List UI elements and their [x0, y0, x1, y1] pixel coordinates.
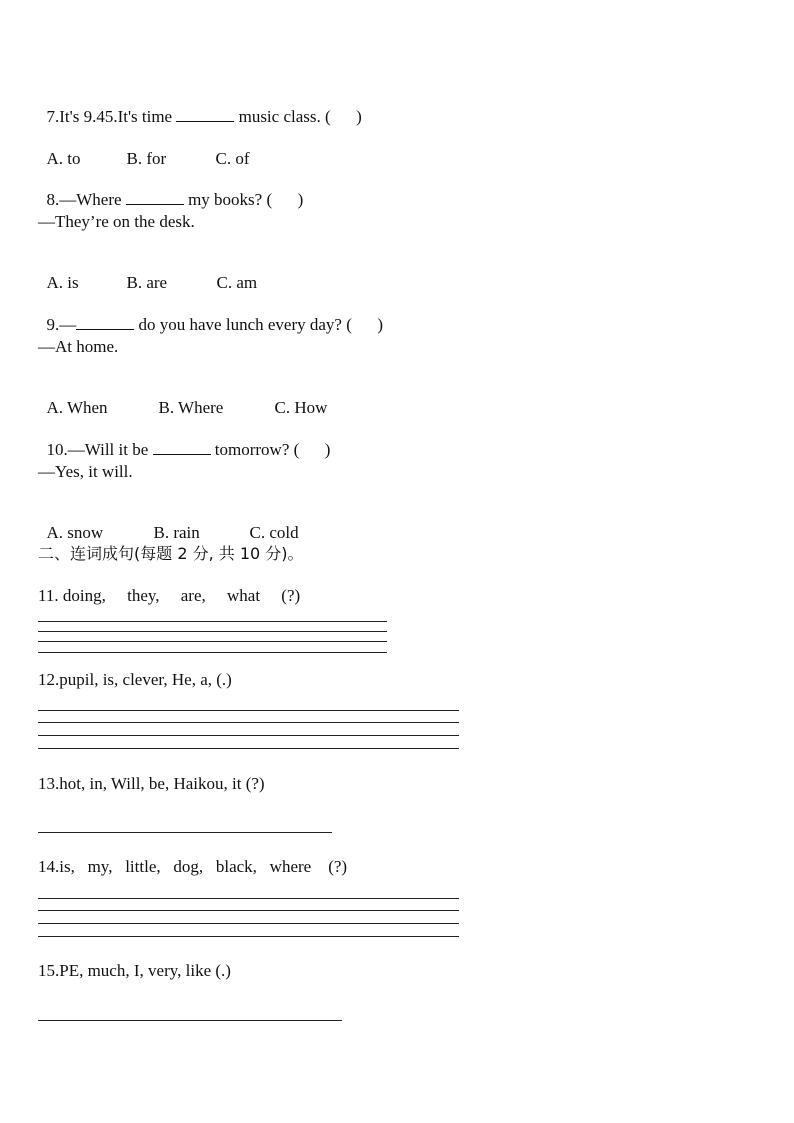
q7-option-b[interactable]: B. for — [126, 149, 167, 168]
answer-line[interactable] — [38, 641, 387, 642]
q9-option-b[interactable]: B. Where — [158, 398, 224, 417]
q8-option-a[interactable]: A. is — [46, 273, 79, 292]
answer-line[interactable] — [38, 748, 459, 749]
q10-prefix: 10.—Will it be — [46, 440, 153, 459]
q8-options — [38, 253, 257, 293]
q10-answer: —Yes, it will. — [38, 462, 133, 481]
question-15: 15.PE, much, I, very, like (.) — [38, 961, 231, 980]
answer-line[interactable] — [38, 735, 459, 736]
q8-answer: —They’re on the desk. — [38, 212, 195, 231]
question-12: 12.pupil, is, clever, He, a, (.) — [38, 670, 232, 689]
answer-line[interactable] — [38, 710, 459, 711]
answer-line[interactable] — [38, 652, 387, 653]
answer-line[interactable] — [38, 898, 459, 899]
q8-option-c[interactable]: C. am — [216, 273, 258, 292]
q9-answer: —At home. — [38, 337, 119, 356]
q9-prefix: 9.— — [46, 315, 77, 334]
q9-option-a[interactable]: A. When — [46, 398, 108, 417]
question-13: 13.hot, in, Will, be, Haikou, it (?) — [38, 774, 265, 793]
q7-options — [38, 129, 250, 169]
q10-options — [38, 503, 299, 543]
answer-line[interactable] — [38, 722, 459, 723]
q10-option-b[interactable]: B. rain — [153, 523, 200, 542]
q10-suffix: tomorrow? ( ) — [210, 440, 331, 459]
q9-blank[interactable] — [76, 315, 134, 330]
q7-option-a[interactable]: A. to — [46, 149, 81, 168]
q8-blank[interactable] — [126, 190, 184, 205]
q7-blank[interactable] — [176, 107, 234, 122]
question-14: 14.is, my, little, dog, black, where (?) — [38, 857, 348, 876]
question-10 — [38, 420, 330, 460]
question-11: 11. doing, they, are, what (?) — [38, 586, 301, 605]
answer-line[interactable] — [38, 832, 332, 833]
q8-suffix: my books? ( ) — [183, 190, 304, 209]
section-2-heading: 二、连词成句(每题 2 分, 共 10 分)。 — [38, 544, 304, 563]
q7-suffix: music class. ( ) — [234, 107, 362, 126]
answer-line[interactable] — [38, 1020, 342, 1021]
answer-line[interactable] — [38, 923, 459, 924]
q10-option-c[interactable]: C. cold — [249, 523, 299, 542]
q8-prefix: 8.—Where — [46, 190, 126, 209]
q7-option-c[interactable]: C. of — [215, 149, 250, 168]
q7-prefix: 7.It's 9.45.It's time — [46, 107, 177, 126]
answer-line[interactable] — [38, 621, 387, 622]
q10-blank[interactable] — [153, 440, 211, 455]
q9-suffix: do you have lunch every day? ( ) — [134, 315, 384, 334]
q10-option-a[interactable]: A. snow — [46, 523, 104, 542]
question-9 — [38, 295, 383, 335]
answer-line[interactable] — [38, 910, 459, 911]
q8-option-b[interactable]: B. are — [126, 273, 168, 292]
q9-options — [38, 378, 327, 418]
answer-line[interactable] — [38, 631, 387, 632]
question-8 — [38, 170, 303, 210]
q9-option-c[interactable]: C. How — [274, 398, 328, 417]
question-7 — [38, 87, 362, 127]
answer-line[interactable] — [38, 936, 459, 937]
